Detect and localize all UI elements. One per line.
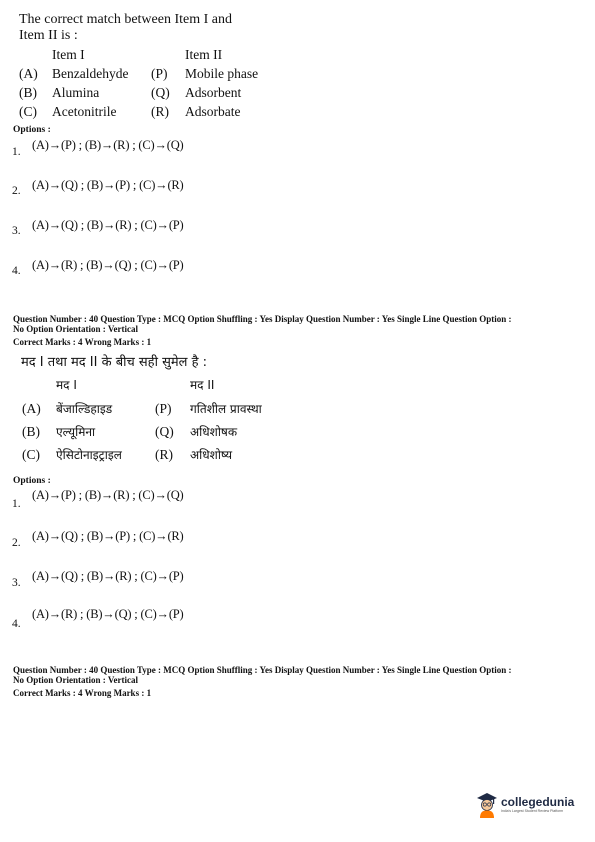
- column-header-mad-1: मद I: [56, 378, 77, 392]
- row-a-left: Benzaldehyde: [52, 66, 129, 81]
- row-q-right: Adsorbent: [185, 85, 242, 100]
- column-header-item-2: Item II: [185, 47, 223, 62]
- row-r-key: (R): [155, 447, 173, 462]
- option-3-text[interactable]: (A)→(Q) ; (B)→(R) ; (C)→(P): [32, 218, 184, 232]
- question-meta-line1: Question Number : 40 Question Type : MCQ Option Shuffling : Yes Display Question Number : Yes Single Line Question Option :: [13, 665, 512, 675]
- option-4-text[interactable]: (A)→(R) ; (B)→(Q) ; (C)→(P): [32, 258, 184, 272]
- question-stem-hindi: मद I तथा मद II के बीच सही सुमेल है :: [21, 355, 208, 370]
- question-meta-line2: No Option Orientation : Vertical: [13, 324, 138, 334]
- option-2-text[interactable]: (A)→(Q) ; (B)→(P) ; (C)→(R): [32, 529, 184, 543]
- option-4-number: 4.: [12, 618, 21, 630]
- option-1-number: 1.: [12, 146, 21, 158]
- row-c-key: (C): [19, 104, 37, 119]
- row-p-right: गतिशील प्रावस्था: [190, 402, 262, 416]
- option-1-number: 1.: [12, 498, 21, 510]
- row-b-key: (B): [19, 85, 37, 100]
- option-3-text[interactable]: (A)→(Q) ; (B)→(R) ; (C)→(P): [32, 569, 184, 583]
- row-a-key: (A): [22, 401, 41, 416]
- options-label: Options :: [13, 476, 51, 486]
- row-c-left: ऐसिटोनाइट्राइल: [56, 448, 122, 462]
- question-stem-line2: Item II is :: [19, 28, 78, 43]
- row-c-left: Acetonitrile: [52, 104, 117, 119]
- row-b-key: (B): [22, 424, 40, 439]
- row-a-left: बेंजाल्डिहाइड: [56, 402, 113, 416]
- brand-name: collegedunia: [501, 795, 575, 809]
- options-label: Options :: [13, 125, 51, 135]
- question-meta-line1: Question Number : 40 Question Type : MCQ Option Shuffling : Yes Display Question Number : Yes Single Line Question Option :: [13, 314, 512, 324]
- option-2-number: 2.: [12, 185, 21, 197]
- option-2-text[interactable]: (A)→(Q) ; (B)→(P) ; (C)→(R): [32, 178, 184, 192]
- row-r-key: (R): [151, 104, 169, 119]
- question-marks: Correct Marks : 4 Wrong Marks : 1: [13, 688, 152, 698]
- brand-tagline: India's Largest Student Review Platform: [501, 809, 564, 813]
- row-p-right: Mobile phase: [185, 66, 259, 81]
- question-meta-line2: No Option Orientation : Vertical: [13, 675, 138, 685]
- column-header-mad-2: मद II: [190, 378, 215, 392]
- question-marks: Correct Marks : 4 Wrong Marks : 1: [13, 337, 152, 347]
- option-4-number: 4.: [12, 265, 21, 277]
- option-4-text[interactable]: (A)→(R) ; (B)→(Q) ; (C)→(P): [32, 607, 184, 621]
- option-3-number: 3.: [12, 577, 21, 589]
- question-stem-line1: The correct match between Item I and: [19, 12, 233, 27]
- collegedunia-logo: [476, 792, 574, 818]
- row-q-right: अधिशोषक: [190, 425, 238, 439]
- option-1-text[interactable]: (A)→(P) ; (B)→(R) ; (C)→(Q): [32, 138, 184, 152]
- row-b-left: एल्यूमिना: [56, 425, 96, 439]
- row-r-right: Adsorbate: [185, 104, 241, 119]
- row-q-key: (Q): [151, 85, 170, 100]
- row-p-key: (P): [151, 66, 168, 81]
- row-a-key: (A): [19, 66, 38, 81]
- row-b-left: Alumina: [52, 85, 100, 100]
- graduate-mascot-icon: [476, 792, 498, 818]
- column-header-item-1: Item I: [52, 47, 85, 62]
- row-q-key: (Q): [155, 424, 174, 439]
- option-2-number: 2.: [12, 537, 21, 549]
- row-r-right: अधिशोष्य: [190, 448, 233, 462]
- row-c-key: (C): [22, 447, 40, 462]
- option-3-number: 3.: [12, 225, 21, 237]
- option-1-text[interactable]: (A)→(P) ; (B)→(R) ; (C)→(Q): [32, 488, 184, 502]
- row-p-key: (P): [155, 401, 172, 416]
